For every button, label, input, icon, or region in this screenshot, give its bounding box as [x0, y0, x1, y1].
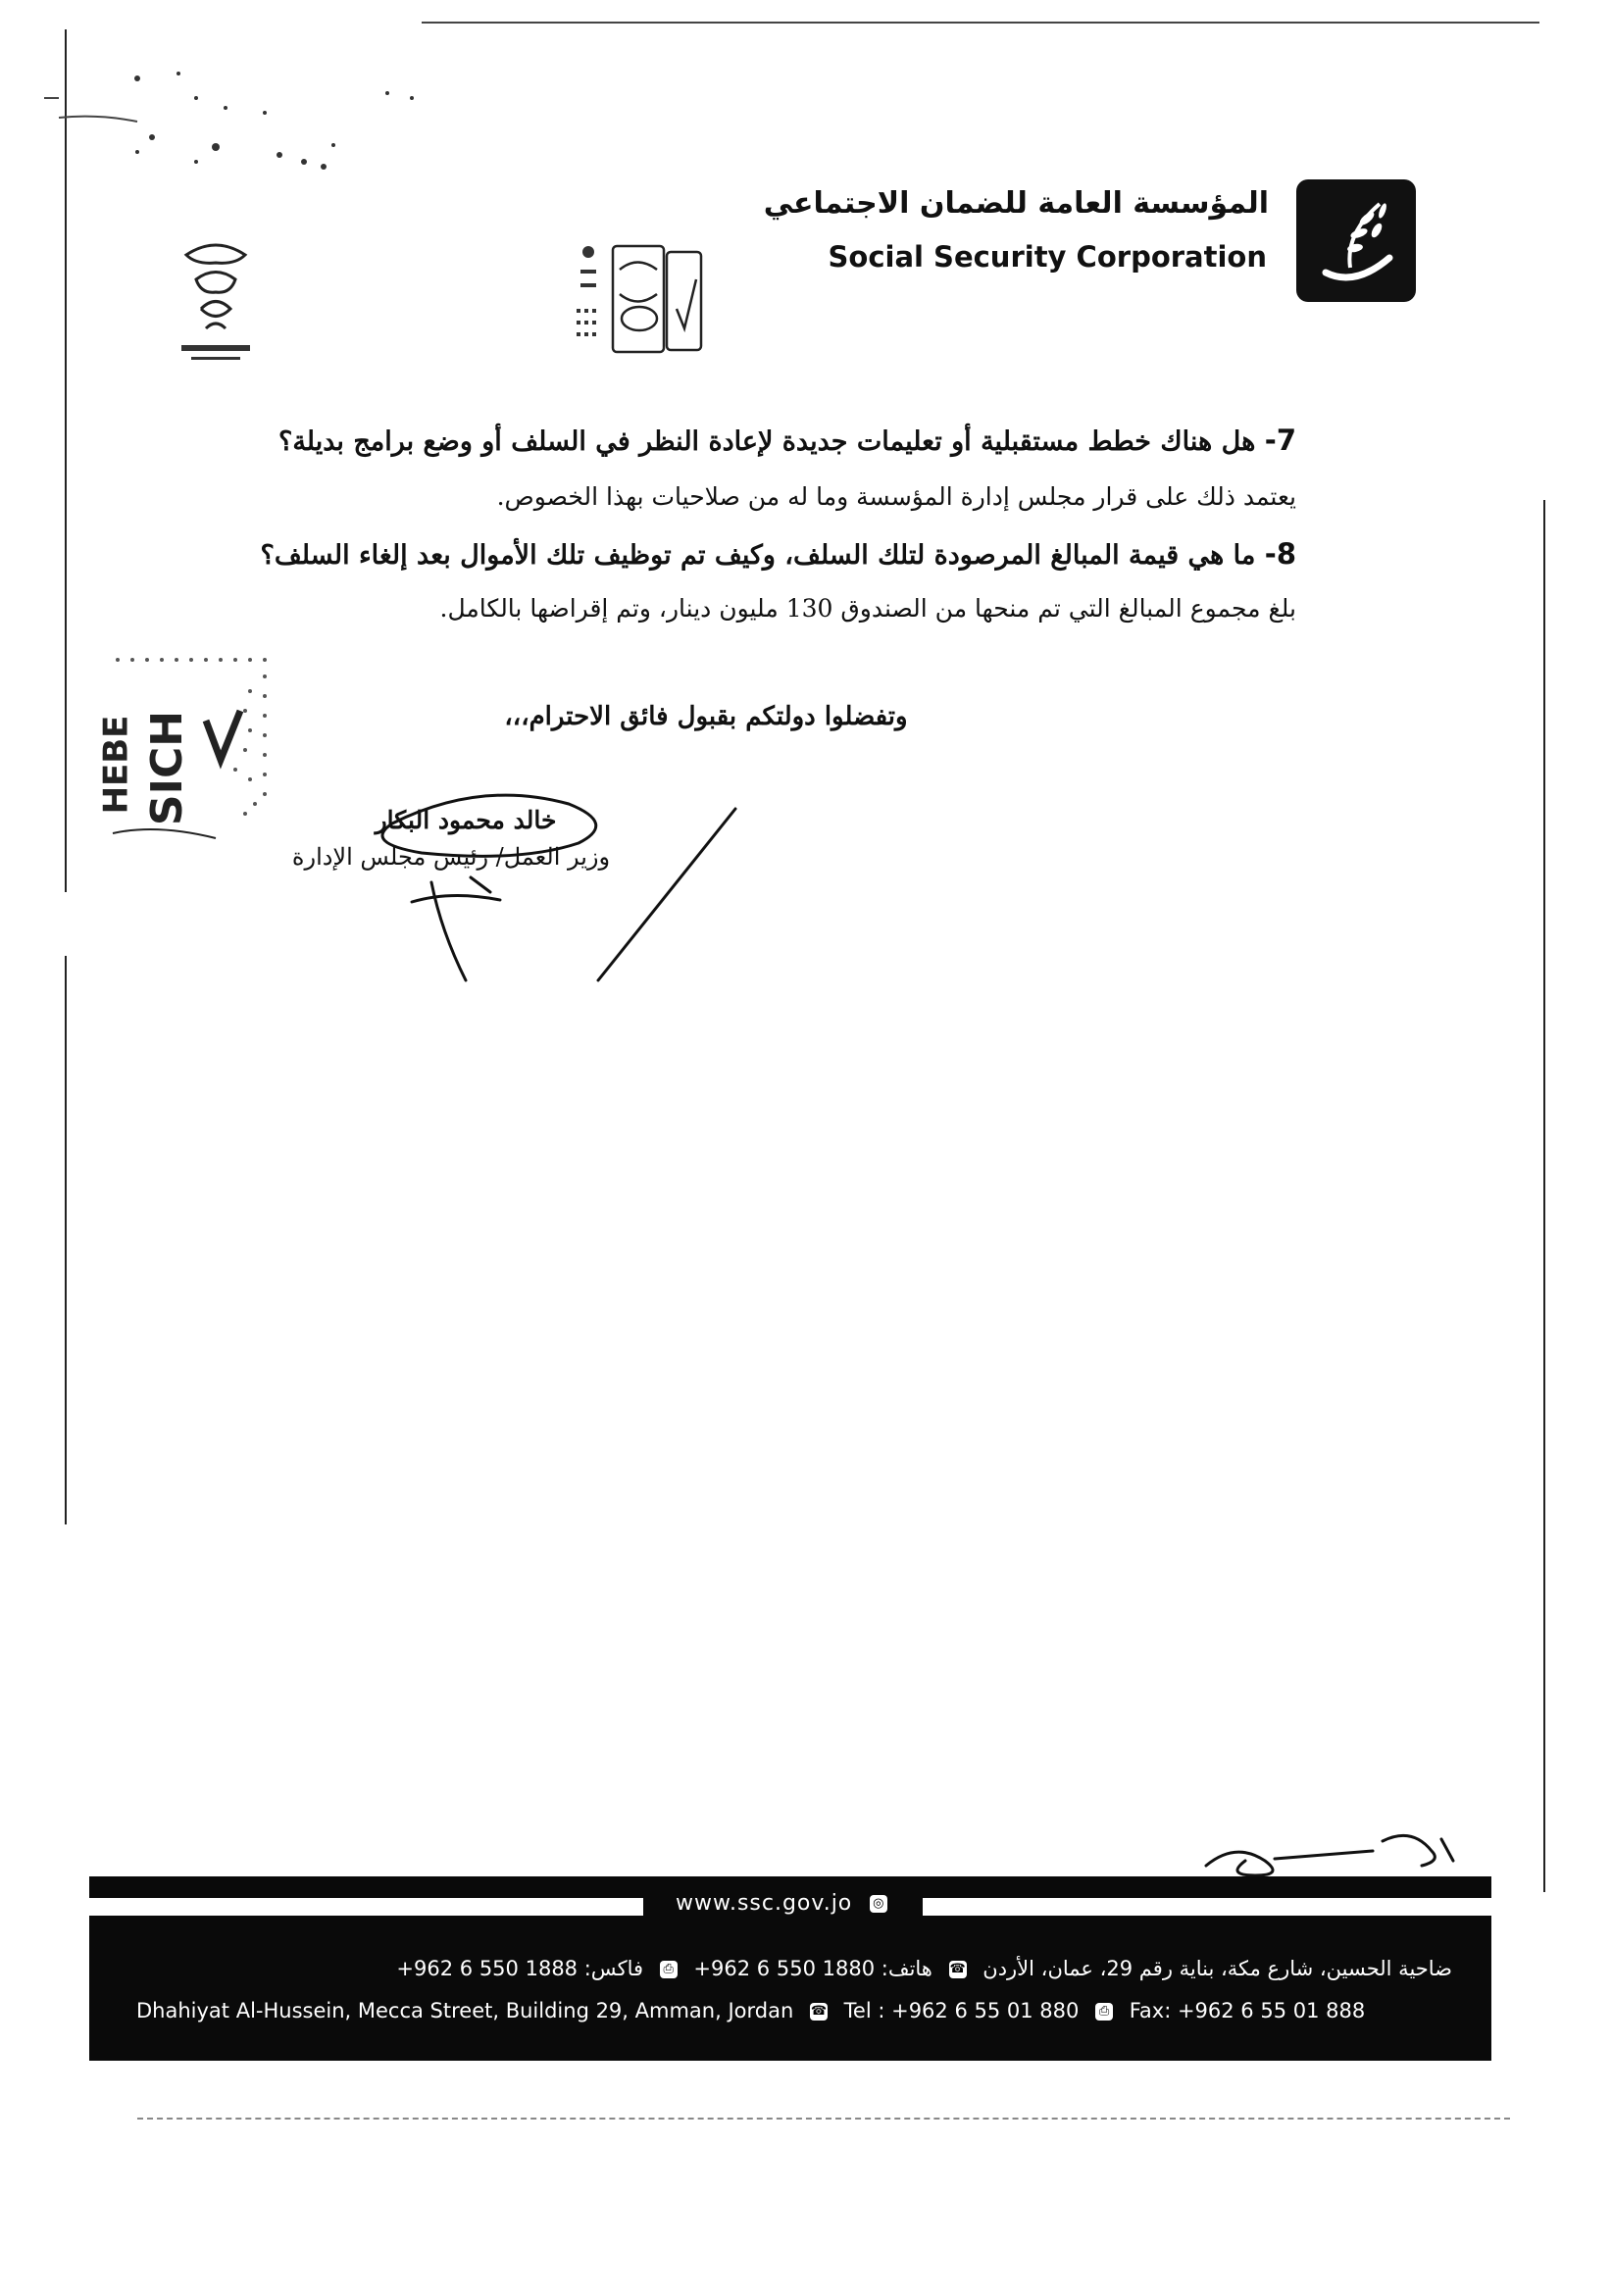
website-text: www.ssc.gov.jo	[676, 1891, 853, 1916]
left-edge-line-lower	[65, 956, 67, 1524]
question-8	[261, 537, 1296, 571]
fax-ar: فاكس: 1888 550 6 962+	[396, 1957, 644, 1980]
footer-website[interactable]	[676, 1891, 911, 1916]
footer-address-arabic	[119, 1957, 1452, 1980]
phone-en: Tel : +962 6 55 01 880	[843, 1999, 1080, 2022]
footer-rule-right	[923, 1898, 1491, 1916]
globe-icon: ◎	[870, 1895, 887, 1913]
olive-branch-icon	[1296, 179, 1416, 302]
signatory-name: خالد محمود البكار	[375, 806, 557, 834]
phone-icon: ☎	[810, 2004, 828, 2019]
footer-address-english	[136, 1999, 1470, 2022]
answer-8: بلغ مجموع المبالغ التي تم منحها من الصندوق 130 مليون دينار، وتم إقراضها بالكامل.	[439, 594, 1296, 623]
footer-rule-left	[89, 1898, 643, 1916]
phone-icon: ☎	[949, 1962, 966, 1976]
phone-ar: هاتف: 1880 550 6 962+	[693, 1957, 932, 1980]
org-name-english: Social Security Corporation	[828, 240, 1267, 274]
question-text: هل هناك خطط مستقبلية أو تعليمات جديدة لإعادة النظر في السلف أو وضع برامج بديلة؟	[277, 426, 1256, 457]
address-en: Dhahiyat Al-Hussein, Mecca Street, Building 29, Amman, Jordan	[136, 1999, 794, 2022]
top-edge-line	[422, 22, 1539, 24]
address-ar: ضاحية الحسين، شارع مكة، بناية رقم 29، عمان، الأردن	[982, 1957, 1452, 1980]
scan-noise	[39, 39, 451, 186]
fax-en: Fax: +962 6 55 01 888	[1129, 1999, 1366, 2022]
answer-7: يعتمد ذلك على قرار مجلس إدارة المؤسسة وما له من صلاحيات بهذا الخصوص.	[496, 482, 1296, 511]
ssc-logo	[1296, 179, 1416, 302]
question-number: 7-	[1264, 424, 1296, 457]
stamp-text-1: HEBE	[96, 715, 136, 815]
question-number: 8-	[1264, 537, 1296, 571]
signatory-title: وزير العمل/ رئيس مجلس الإدارة	[291, 843, 611, 871]
handwritten-signature	[333, 784, 745, 990]
right-edge-line	[1543, 500, 1545, 1892]
royal-crest-icon	[167, 235, 265, 373]
stamp-text-2: SICH	[142, 710, 193, 826]
question-text: ما هي قيمة المبالغ المرصودة لتلك السلف، وكيف تم توظيف تلك الأموال بعد إلغاء السلف؟	[260, 540, 1256, 571]
fax-icon: ⎙	[1095, 2003, 1113, 2021]
question-7	[278, 424, 1296, 457]
footer	[89, 1876, 1491, 2061]
centennial-emblem-icon	[569, 240, 706, 363]
closing-salutation: وتفضلوا دولتكم بقبول فائق الاحترام،،،	[504, 702, 908, 731]
org-name-arabic: المؤسسة العامة للضمان الاجتماعي	[763, 186, 1269, 221]
bottom-edge-line	[137, 2118, 1510, 2120]
fax-icon: ⎙	[660, 1961, 678, 1978]
